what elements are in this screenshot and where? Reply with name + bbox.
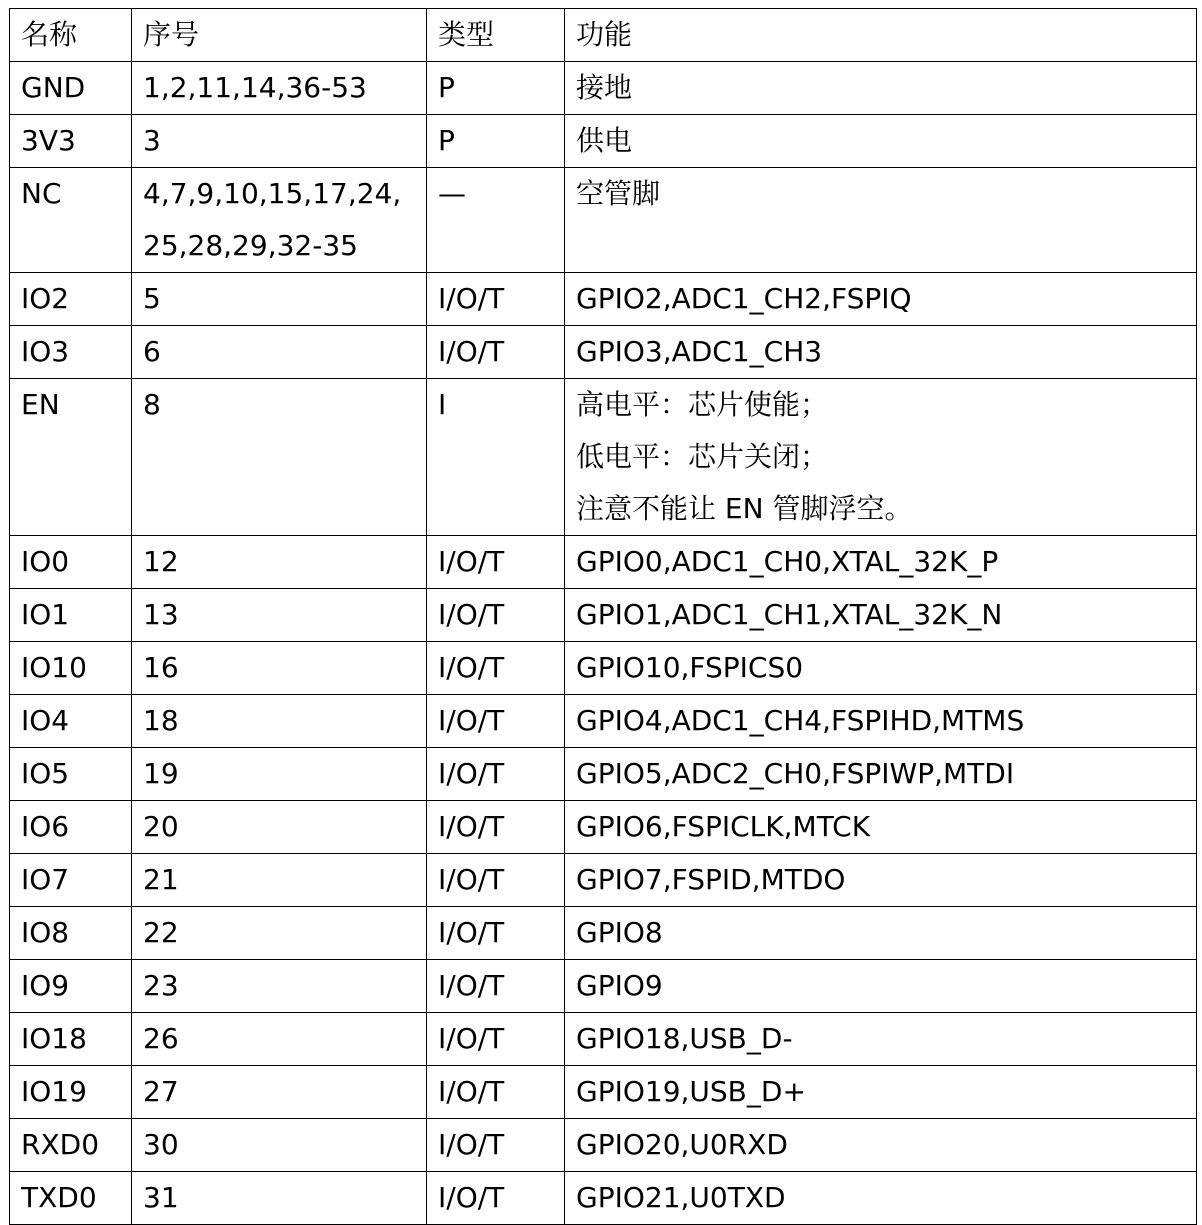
cell-pin-numbers-line: 31 (143, 1181, 179, 1214)
cell-function (565, 379, 1197, 536)
cell-pin-numbers (132, 115, 427, 168)
cell-type: I/O/T (427, 960, 565, 1013)
table-row (10, 62, 1197, 115)
cell-function-line: GPIO5,ADC2_CH0,FSPIWP,MTDI (576, 757, 1015, 790)
cell-name: IO1 (10, 589, 132, 642)
cell-pin-numbers-line: 12 (143, 545, 179, 578)
cell-function (565, 1013, 1197, 1066)
cell-name: IO18 (10, 1013, 132, 1066)
cell-function-line: GPIO18,USB_D- (576, 1022, 793, 1055)
cell-type: I/O/T (427, 536, 565, 589)
cell-name: IO5 (10, 748, 132, 801)
table-row (10, 1066, 1197, 1119)
cell-pin-numbers (132, 907, 427, 960)
cell-name: IO2 (10, 273, 132, 326)
table-row (10, 960, 1197, 1013)
cell-pin-numbers (132, 695, 427, 748)
table-row (10, 1172, 1197, 1225)
cell-name: IO10 (10, 642, 132, 695)
cell-pin-numbers (132, 748, 427, 801)
cell-name: TXD0 (10, 1172, 132, 1225)
cell-function (565, 695, 1197, 748)
cell-function (565, 168, 1197, 273)
cell-pin-numbers-line: 30 (143, 1128, 179, 1161)
cell-function (565, 907, 1197, 960)
cell-function-line: GPIO1,ADC1_CH1,XTAL_32K_N (576, 598, 1003, 631)
cell-function (565, 62, 1197, 115)
cell-type: I/O/T (427, 1066, 565, 1119)
cell-pin-numbers-line: 26 (143, 1022, 179, 1055)
cell-function-line: GPIO20,U0RXD (576, 1128, 788, 1161)
cell-name: IO6 (10, 801, 132, 854)
cell-function-line: GPIO21,U0TXD (576, 1181, 786, 1214)
table-row (10, 801, 1197, 854)
cell-pin-numbers (132, 589, 427, 642)
cell-function-line: 高电平：芯片使能； (576, 388, 829, 421)
cell-pin-numbers-line: 23 (143, 969, 179, 1002)
cell-type: I/O/T (427, 273, 565, 326)
cell-function-line: GPIO4,ADC1_CH4,FSPIHD,MTMS (576, 704, 1025, 737)
cell-type: P (427, 115, 565, 168)
cell-pin-numbers (132, 1066, 427, 1119)
cell-pin-numbers (132, 1013, 427, 1066)
cell-function-line: 低电平：芯片关闭； (576, 440, 829, 473)
cell-pin-numbers-line: 22 (143, 916, 179, 949)
cell-pin-numbers-line: 8 (143, 388, 161, 421)
cell-function-line: GPIO7,FSPID,MTDO (576, 863, 846, 896)
cell-pin-numbers (132, 1172, 427, 1225)
cell-name: EN (10, 379, 132, 536)
cell-function-line: 空管脚 (576, 177, 661, 210)
cell-function-line: GPIO3,ADC1_CH3 (576, 335, 823, 368)
cell-type: I/O/T (427, 1172, 565, 1225)
table-row (10, 854, 1197, 907)
cell-function (565, 748, 1197, 801)
cell-type: I/O/T (427, 854, 565, 907)
header-type: 类型 (427, 9, 565, 62)
cell-function-line: GPIO19,USB_D+ (576, 1075, 806, 1108)
cell-pin-numbers (132, 168, 427, 273)
cell-function (565, 589, 1197, 642)
table-row (10, 642, 1197, 695)
cell-name: RXD0 (10, 1119, 132, 1172)
cell-pin-numbers (132, 801, 427, 854)
cell-pin-numbers (132, 62, 427, 115)
cell-name: IO7 (10, 854, 132, 907)
cell-function (565, 326, 1197, 379)
cell-pin-numbers-line: 13 (143, 598, 179, 631)
cell-pin-numbers (132, 536, 427, 589)
cell-function-line: GPIO0,ADC1_CH0,XTAL_32K_P (576, 545, 999, 578)
cell-type: I/O/T (427, 907, 565, 960)
cell-function-line: GPIO6,FSPICLK,MTCK (576, 810, 871, 843)
cell-name: IO0 (10, 536, 132, 589)
cell-pin-numbers-line: 3 (143, 124, 161, 157)
table-row (10, 536, 1197, 589)
cell-function-line: 接地 (576, 71, 633, 104)
cell-pin-numbers-line: 27 (143, 1075, 179, 1108)
header-pin-number: 序号 (132, 9, 427, 62)
table-body (10, 62, 1197, 1225)
cell-pin-numbers-line: 1,2,11,14,36-53 (143, 71, 367, 104)
cell-type: P (427, 62, 565, 115)
cell-name: IO8 (10, 907, 132, 960)
cell-pin-numbers-line: 4,7,9,10,15,17,24, (143, 177, 402, 210)
cell-name: IO4 (10, 695, 132, 748)
cell-function (565, 1119, 1197, 1172)
cell-name: IO9 (10, 960, 132, 1013)
cell-function-line: GPIO2,ADC1_CH2,FSPIQ (576, 282, 912, 315)
table-row (10, 326, 1197, 379)
table-row (10, 907, 1197, 960)
table-row (10, 379, 1197, 536)
cell-type: I/O/T (427, 801, 565, 854)
table-row (10, 1119, 1197, 1172)
cell-pin-numbers (132, 273, 427, 326)
cell-type: — (427, 168, 565, 273)
cell-pin-numbers-line: 20 (143, 810, 179, 843)
cell-type: I/O/T (427, 326, 565, 379)
cell-pin-numbers (132, 326, 427, 379)
cell-type: I (427, 379, 565, 536)
cell-type: I/O/T (427, 1119, 565, 1172)
pin-definition-table (9, 8, 1197, 1225)
cell-type: I/O/T (427, 589, 565, 642)
cell-pin-numbers (132, 642, 427, 695)
cell-function-line: GPIO8 (576, 916, 663, 949)
table-row (10, 168, 1197, 273)
cell-pin-numbers-line: 16 (143, 651, 179, 684)
cell-type: I/O/T (427, 642, 565, 695)
cell-name: 3V3 (10, 115, 132, 168)
table-header-row (10, 9, 1197, 62)
table-row (10, 589, 1197, 642)
cell-pin-numbers-line: 21 (143, 863, 179, 896)
cell-function (565, 801, 1197, 854)
cell-function (565, 960, 1197, 1013)
cell-pin-numbers-line: 25,28,29,32-35 (143, 229, 358, 262)
cell-name: IO3 (10, 326, 132, 379)
cell-name: GND (10, 62, 132, 115)
cell-pin-numbers (132, 960, 427, 1013)
cell-function-line: GPIO10,FSPICS0 (576, 651, 804, 684)
table-row (10, 695, 1197, 748)
cell-pin-numbers (132, 379, 427, 536)
cell-function-line: 注意不能让 EN 管脚浮空。 (576, 492, 913, 525)
cell-pin-numbers (132, 854, 427, 907)
cell-function (565, 1172, 1197, 1225)
cell-function (565, 1066, 1197, 1119)
cell-pin-numbers-line: 5 (143, 282, 161, 315)
cell-pin-numbers-line: 19 (143, 757, 179, 790)
cell-function (565, 642, 1197, 695)
cell-pin-numbers-line: 18 (143, 704, 179, 737)
cell-pin-numbers-line: 6 (143, 335, 161, 368)
cell-function (565, 273, 1197, 326)
cell-function (565, 854, 1197, 907)
cell-function (565, 115, 1197, 168)
header-function: 功能 (565, 9, 1197, 62)
cell-type: I/O/T (427, 1013, 565, 1066)
table-row (10, 273, 1197, 326)
table-row (10, 748, 1197, 801)
cell-name: NC (10, 168, 132, 273)
cell-pin-numbers (132, 1119, 427, 1172)
cell-name: IO19 (10, 1066, 132, 1119)
cell-type: I/O/T (427, 748, 565, 801)
cell-function (565, 536, 1197, 589)
table-row (10, 1013, 1197, 1066)
cell-type: I/O/T (427, 695, 565, 748)
cell-function-line: GPIO9 (576, 969, 663, 1002)
cell-function-line: 供电 (576, 124, 633, 157)
table-row (10, 115, 1197, 168)
header-name: 名称 (10, 9, 132, 62)
